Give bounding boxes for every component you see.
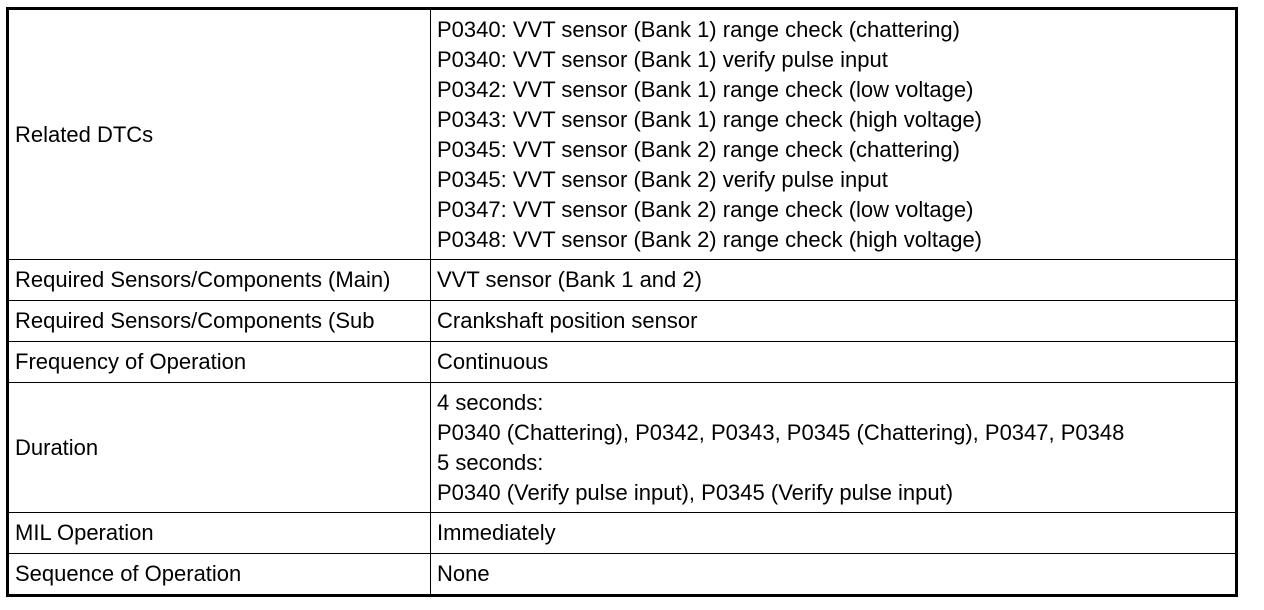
row-label-required-main: Required Sensors/Components (Main) xyxy=(8,260,431,301)
dtc-line: P0348: VVT sensor (Bank 2) range check (high voltage) xyxy=(437,226,983,252)
table-row-required-main xyxy=(8,260,1237,301)
dtc-info-table xyxy=(6,7,1238,597)
row-label-sequence: Sequence of Operation xyxy=(8,554,431,596)
duration-line: 4 seconds: xyxy=(437,389,544,415)
dtc-line: P0342: VVT sensor (Bank 1) range check (low voltage) xyxy=(437,76,974,102)
row-value-required-main: VVT sensor (Bank 1 and 2) xyxy=(431,260,1237,301)
dtc-line: P0347: VVT sensor (Bank 2) range check (low voltage) xyxy=(437,196,974,222)
row-value-frequency: Continuous xyxy=(431,342,1237,383)
duration-line: 5 seconds: xyxy=(437,449,544,475)
duration-line: P0340 (Verify pulse input), P0345 (Verify pulse input) xyxy=(437,479,954,505)
row-value-duration xyxy=(431,383,1237,513)
row-value-mil-operation: Immediately xyxy=(431,513,1237,554)
row-label-required-sub: Required Sensors/Components (Sub xyxy=(8,301,431,342)
dtc-line: P0345: VVT sensor (Bank 2) range check (chattering) xyxy=(437,136,960,162)
dtc-line: P0340: VVT sensor (Bank 1) range check (chattering) xyxy=(437,16,960,42)
row-value-sequence: None xyxy=(431,554,1237,596)
duration-line: P0340 (Chattering), P0342, P0343, P0345 (Chattering), P0347, P0348 xyxy=(437,419,1125,445)
row-value-required-sub: Crankshaft position sensor xyxy=(431,301,1237,342)
dtc-line: P0340: VVT sensor (Bank 1) verify pulse input xyxy=(437,46,888,72)
dtc-line: P0345: VVT sensor (Bank 2) verify pulse input xyxy=(437,166,888,192)
dtc-line: P0343: VVT sensor (Bank 1) range check (high voltage) xyxy=(437,106,983,132)
row-label-frequency: Frequency of Operation xyxy=(8,342,431,383)
row-label-duration: Duration xyxy=(8,383,431,513)
table-row-required-sub xyxy=(8,301,1237,342)
table-row-frequency xyxy=(8,342,1237,383)
table-row-related-dtcs xyxy=(8,9,1237,260)
table-row-mil-operation xyxy=(8,513,1237,554)
table-row-sequence xyxy=(8,554,1237,596)
row-label-mil-operation: MIL Operation xyxy=(8,513,431,554)
table-row-duration xyxy=(8,383,1237,513)
row-label-related-dtcs: Related DTCs xyxy=(8,9,431,260)
row-value-related-dtcs xyxy=(431,9,1237,260)
